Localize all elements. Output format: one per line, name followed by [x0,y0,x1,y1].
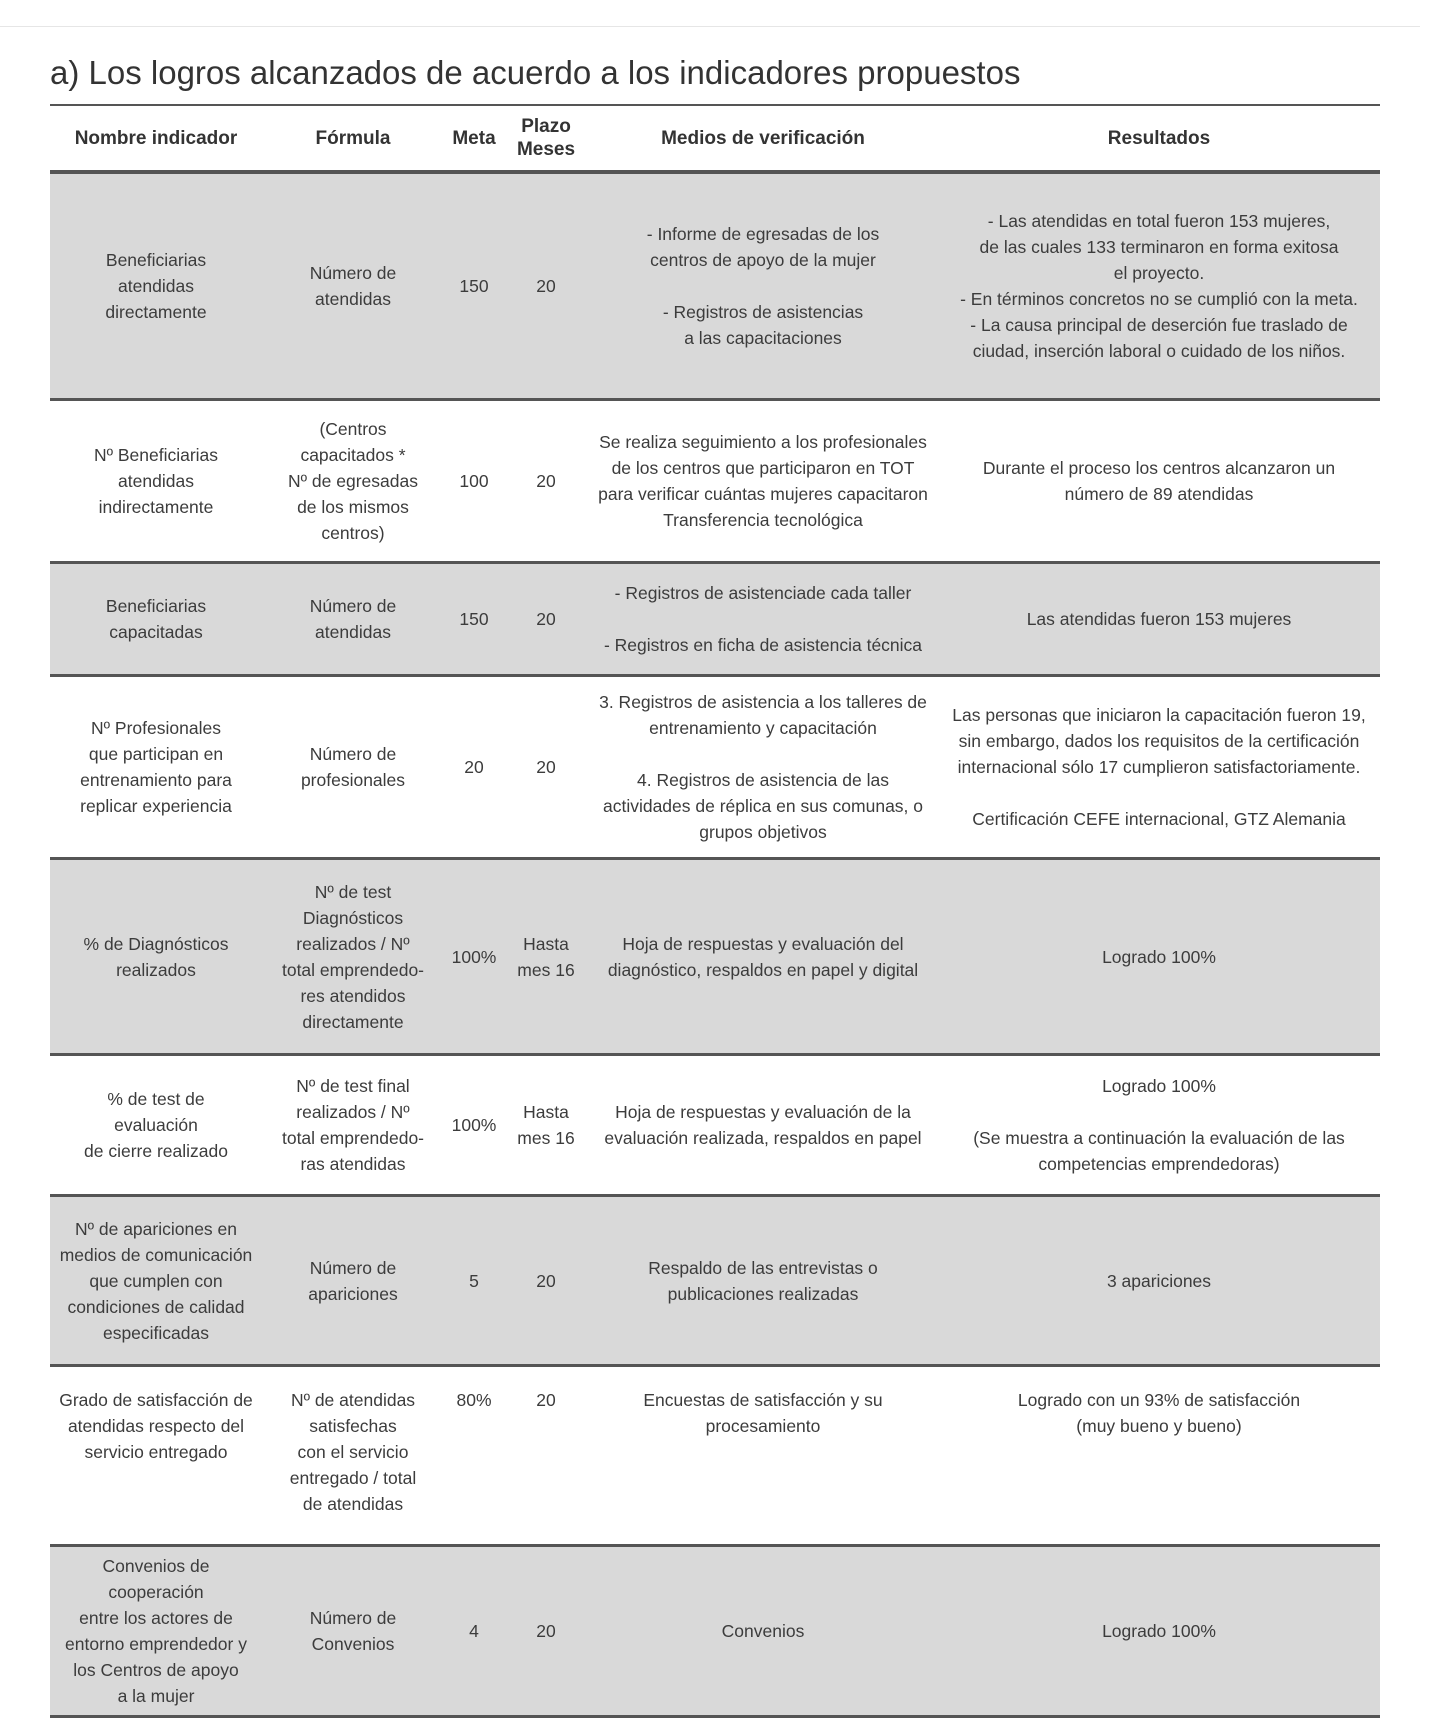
cell-line: de los mismos [297,497,409,517]
cell-line: 20 [536,276,556,296]
cell-medios [588,172,938,400]
cell-line: publicaciones realizadas [667,1283,859,1304]
cell-resultados [938,400,1380,563]
cell-line: profesionales [300,770,406,790]
cell-line: Respaldo de las entrevistas o [648,1257,878,1278]
cell-line: a la mujer [117,1686,195,1706]
cell-medios [588,1546,938,1717]
cell-line: Convenios [311,1634,395,1654]
cell-line: Convenios [721,1621,805,1641]
cell-resultados [938,563,1380,676]
cell-formula [262,563,444,676]
cell-plazo [504,563,588,676]
cell-line: Número de [309,596,397,616]
cell-plazo [504,1546,588,1717]
cell-line: para verificar cuántas mujeres capacitaron [598,484,928,504]
line-spacer [592,606,934,632]
cell-medios [588,1366,938,1546]
cell-line: entrenamiento para [80,770,232,790]
cell-plazo [504,859,588,1055]
cell-line: - En términos concretos no se cumplió con la meta. [960,289,1358,309]
cell-line: mes 16 [517,959,575,980]
cell-plazo [504,400,588,563]
cell-plazo [504,1055,588,1196]
table-row [50,172,1380,400]
cell-line: Logrado 100% [1102,946,1216,967]
cell-line: Hoja de respuestas y evaluación de la [615,1102,911,1122]
cell-line: 20 [536,471,556,491]
cell-line: actividades de réplica en sus comunas, o [602,796,924,816]
cell-line: atendidas respecto del [67,1416,245,1436]
cell-formula [262,1546,444,1717]
cell-resultados [938,1196,1380,1366]
section-title: a) Los logros alcanzados de acuerdo a los indicadores propuestos [50,54,1021,91]
header-plazo [504,106,588,172]
cell-line: centros de apoyo de la mujer [650,250,876,270]
cell-meta: 5 [444,1196,504,1366]
cell-meta: 80% [444,1366,504,1546]
cell-medios [588,1055,938,1196]
cell-line: de los centros que participaron en TOT [611,458,915,478]
cell-line: Beneficiarias [105,250,207,270]
cell-line: (Centros [319,419,387,439]
cell-line: número de 89 atendidas [1064,484,1254,504]
cell-line: Nº de apariciones en [74,1218,238,1239]
cell-line: Número de [309,744,397,764]
cell-line: Durante el proceso los centros alcanzaron un [982,458,1336,478]
cell-line: centros) [321,523,385,543]
cell-line: de cierre realizado [84,1141,228,1161]
line-spacer [942,780,1376,806]
cell-resultados [938,1366,1380,1546]
cell-formula [262,859,444,1055]
cell-nombre [50,1366,262,1546]
cell-line: entre los actores de [79,1608,233,1628]
cell-formula [262,1055,444,1196]
header-meta: Meta [444,106,504,172]
cell-formula [262,400,444,563]
table-row [50,859,1380,1055]
cell-line: Nº de atendidas [290,1390,416,1410]
cell-line: Grado de satisfacción de [59,1390,253,1410]
cell-line: evaluación realizada, respaldos en papel [604,1128,922,1148]
header-nombre: Nombre indicador [50,106,262,172]
cell-line: (Se muestra a continuación la evaluación de las [973,1128,1345,1148]
header-resultados: Resultados [938,106,1380,172]
cell-line: condiciones de calidad [67,1296,245,1317]
cell-line: atendidas [315,289,391,309]
cell-line: Número de [309,263,397,283]
cell-line: capacitados * [300,445,406,465]
cell-line: replicar experiencia [80,796,232,816]
table-row [50,563,1380,676]
cell-line: Número de [309,1608,397,1628]
cell-line: Beneficiarias [105,596,207,616]
cell-line: Logrado con un 93% de satisfacción [1017,1390,1301,1410]
line-spacer [942,1099,1376,1125]
cell-line: sin embargo, dados los requisitos de la certificación [958,731,1360,751]
cell-line: evaluación [114,1115,198,1135]
cell-line: (muy bueno y bueno) [1076,1416,1242,1436]
cell-resultados [938,172,1380,400]
cell-line: medios de comunicación [59,1244,253,1265]
cell-line: especificadas [102,1322,210,1343]
cell-line: Encuestas de satisfacción y su [643,1390,883,1410]
cell-line: Hasta [523,933,569,954]
table-row [50,1546,1380,1717]
cell-resultados [938,859,1380,1055]
cell-nombre [50,859,262,1055]
cell-line: Nº de test [314,881,392,902]
cell-line: mes 16 [517,1128,575,1148]
header-plazo-line: Meses [516,139,576,160]
cell-formula [262,1196,444,1366]
cell-resultados [938,676,1380,859]
cell-line: capacitadas [109,622,203,642]
cell-line: Certificación CEFE internacional, GTZ Alemania [972,809,1346,829]
header-medios: Medios de verificación [588,106,938,172]
table-row [50,1366,1380,1546]
cell-line: procesamiento [705,1416,821,1436]
cell-meta: 150 [444,563,504,676]
cell-line: apariciones [308,1283,398,1304]
table-row [50,1196,1380,1366]
cell-line: el proyecto. [1113,263,1205,283]
cell-line: atendidas [315,622,391,642]
cell-plazo [504,676,588,859]
cell-formula [262,676,444,859]
cell-line: entrenamiento y capacitación [649,718,877,738]
cell-line: Hasta [523,1102,569,1122]
cell-plazo [504,172,588,400]
cell-line: Las atendidas fueron 153 mujeres [1026,609,1292,629]
cell-line: a las capacitaciones [684,328,842,348]
cell-line: directamente [105,302,207,322]
cell-line: - Registros de asistenciade cada taller [614,583,912,603]
cell-line: realizados / Nº [296,1102,410,1122]
cell-line: res atendidos [300,985,406,1006]
cell-line: Se realiza seguimiento a los profesionales [599,432,927,452]
cell-nombre [50,1546,262,1717]
cell-line: que cumplen con [89,1270,223,1291]
cell-line: % de Diagnósticos [83,933,229,954]
cell-line: ciudad, inserción laboral o cuidado de los niños. [972,341,1346,361]
cell-meta: 20 [444,676,504,859]
cell-line: entregado / total [289,1468,417,1488]
cell-line: - Informe de egresadas de los [646,224,880,244]
cell-line: 20 [536,1270,556,1291]
cell-nombre [50,400,262,563]
cell-line: entorno emprendedor y [65,1634,247,1654]
cell-resultados [938,1055,1380,1196]
cell-line: Número de [309,1257,397,1278]
cell-line: Diagnósticos [302,907,404,928]
cell-plazo [504,1196,588,1366]
cell-line: los Centros de apoyo [73,1660,239,1680]
line-spacer [592,741,934,767]
cell-line: de las cuales 133 terminaron en forma exitosa [979,237,1339,257]
cell-medios [588,859,938,1055]
cell-line: 20 [536,609,556,629]
cell-line: 3. Registros de asistencia a los talleres de [599,692,927,712]
cell-line: Nº Beneficiarias [93,445,219,465]
cell-line: ras atendidas [300,1154,406,1174]
cell-line: indirectamente [98,497,214,517]
cell-line: - La causa principal de deserción fue traslado de [970,315,1348,335]
cell-line: - Las atendidas en total fueron 153 mujeres, [987,211,1331,231]
table-row [50,1055,1380,1196]
cell-line: Hoja de respuestas y evaluación del [622,933,904,954]
cell-medios [588,563,938,676]
cell-line: internacional sólo 17 cumplieron satisfactoriamente. [957,757,1361,777]
cell-line: con el servicio [297,1442,409,1462]
cell-line: satisfechas [309,1416,397,1436]
cell-formula [262,172,444,400]
cell-medios [588,676,938,859]
cell-nombre [50,563,262,676]
cell-line: Transferencia tecnológica [663,510,863,530]
cell-line: - Registros en ficha de asistencia técnica [603,635,923,655]
cell-meta: 150 [444,172,504,400]
cell-line: atendidas [118,471,194,491]
cell-line: que participan en [88,744,224,764]
cell-line: Las personas que iniciaron la capacitación fueron 19, [952,705,1366,725]
cell-meta: 100% [444,1055,504,1196]
cell-line: grupos objetivos [699,822,827,842]
cell-medios [588,1196,938,1366]
cell-line: servicio entregado [84,1442,228,1462]
cell-line: 3 apariciones [1106,1270,1212,1291]
cell-line: de atendidas [302,1494,404,1514]
cell-line: Nº Profesionales [91,718,221,738]
cell-line: realizados / Nº [296,933,410,954]
table-row [50,400,1380,563]
header-plazo-line: Plazo [521,116,571,137]
top-divider [0,0,1420,27]
cell-meta: 100% [444,859,504,1055]
cell-line: 20 [536,1621,556,1641]
cell-medios [588,400,938,563]
header-formula: Fórmula [262,106,444,172]
cell-meta: 100 [444,400,504,563]
cell-line: total emprendedo- [281,1128,425,1148]
cell-line: Logrado 100% [1102,1621,1216,1641]
cell-line: Nº de egresadas [288,471,418,491]
cell-line: diagnóstico, respaldos en papel y digital [607,959,919,980]
cell-line: 4. Registros de asistencia de las [637,770,889,790]
cell-line: Logrado 100% [1102,1076,1216,1096]
cell-nombre [50,1055,262,1196]
line-spacer [592,273,934,299]
cell-nombre [50,1196,262,1366]
cell-resultados [938,1546,1380,1717]
cell-line: 20 [536,757,556,777]
cell-line: Nº de test final [296,1076,410,1096]
cell-formula [262,1366,444,1546]
cell-nombre [50,676,262,859]
table-row [50,676,1380,859]
indicators-table [50,104,1380,1718]
cell-nombre [50,172,262,400]
cell-line: atendidas [118,276,194,296]
cell-line: 20 [536,1390,556,1410]
cell-line: competencias emprendedoras) [1038,1154,1280,1174]
cell-meta: 4 [444,1546,504,1717]
table-header-row [50,106,1380,172]
cell-line: total emprendedo- [281,959,425,980]
cell-line: % de test de [107,1089,205,1109]
cell-line: realizados [116,959,196,980]
cell-line: Convenios de cooperación [102,1556,210,1602]
cell-line: - Registros de asistencias [662,302,864,322]
cell-plazo [504,1366,588,1546]
cell-line: directamente [302,1011,404,1032]
